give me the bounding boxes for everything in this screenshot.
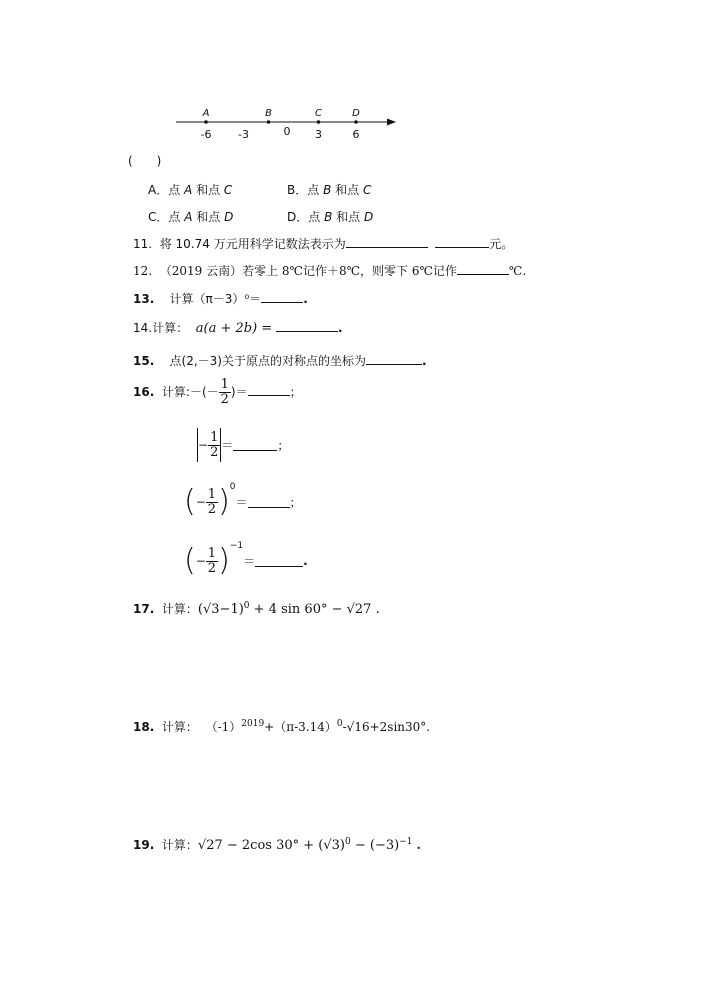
question-17: 17. 计算：$(√3-1)^0 + 4$ sin 60° − √27 .: [133, 601, 380, 617]
point-label: B: [265, 108, 272, 119]
point-label: D: [352, 108, 360, 119]
point-B: [267, 120, 271, 124]
power-zero-expr: (− $\frac{1}{2}$ )$^0$＝ ；: [184, 481, 302, 519]
question-19: 19. 计算：√27 − 2cos $30^\circ + (√3)^0 - (-3)^{-1}$ .: [133, 837, 421, 853]
arrow-icon: [387, 119, 396, 126]
answer-blank[interactable]: [261, 291, 303, 303]
point-A: [204, 120, 208, 124]
tick-label: -3: [238, 128, 249, 141]
tick-label: 3: [315, 128, 322, 141]
answer-blank[interactable]: [248, 384, 290, 396]
question-16: 16. 计算:－(－ $\frac{1}{2}$ )＝ ；: [133, 377, 302, 407]
fraction: $\frac{1}{2}$: [220, 377, 229, 407]
answer-blank[interactable]: [255, 555, 303, 567]
question-14: 14.计算： a(a + 2b) = .: [133, 321, 343, 336]
point-label: A: [202, 108, 210, 119]
tick-label: 0: [283, 125, 291, 138]
option-a[interactable]: A．点 A 和点 C: [148, 183, 233, 197]
answer-blank[interactable]: [276, 320, 338, 332]
point-D: [354, 120, 358, 124]
answer-blank[interactable]: [346, 236, 428, 248]
option-b[interactable]: B．点 B 和点 C: [287, 183, 372, 197]
abs-value-expr: − $\frac{1}{2}$ ＝ ；: [197, 428, 289, 462]
answer-blank[interactable]: [233, 439, 277, 451]
question-18: 18. 计算： $(-1)^{2019}+(\pi-3.14)^0-√16+2\sin 30^\circ$.: [133, 719, 431, 734]
number-line: [170, 100, 410, 145]
tick-label: -6: [200, 128, 212, 141]
answer-blank[interactable]: [457, 263, 509, 275]
answer-paren: ( ): [128, 154, 162, 168]
option-d[interactable]: D．点 B 和点 D: [287, 210, 374, 224]
point-C: [317, 120, 321, 124]
answer-blank[interactable]: [366, 353, 422, 365]
question-15: 15. 点(2,－3)关于原点的对称点的坐标为 .: [133, 354, 427, 368]
question-11: 11. 将 10.74 万元用科学记数法表示为 元。: [133, 237, 514, 251]
tick-label: 6: [352, 128, 360, 141]
question-12: 12. （2019 云南）若零上 8℃记作＋8℃，则零下 6℃记作 ℃.: [133, 264, 527, 278]
answer-blank[interactable]: [435, 236, 489, 248]
option-c[interactable]: C．点 A 和点 D: [148, 210, 234, 224]
answer-blank[interactable]: [248, 496, 290, 508]
point-label: C: [315, 108, 322, 119]
question-13: 13. 计算（π－3）⁰＝ .: [133, 292, 308, 306]
power-neg1-expr: (− $\frac{1}{2}$ )$^{-1}$＝ .: [184, 540, 308, 578]
